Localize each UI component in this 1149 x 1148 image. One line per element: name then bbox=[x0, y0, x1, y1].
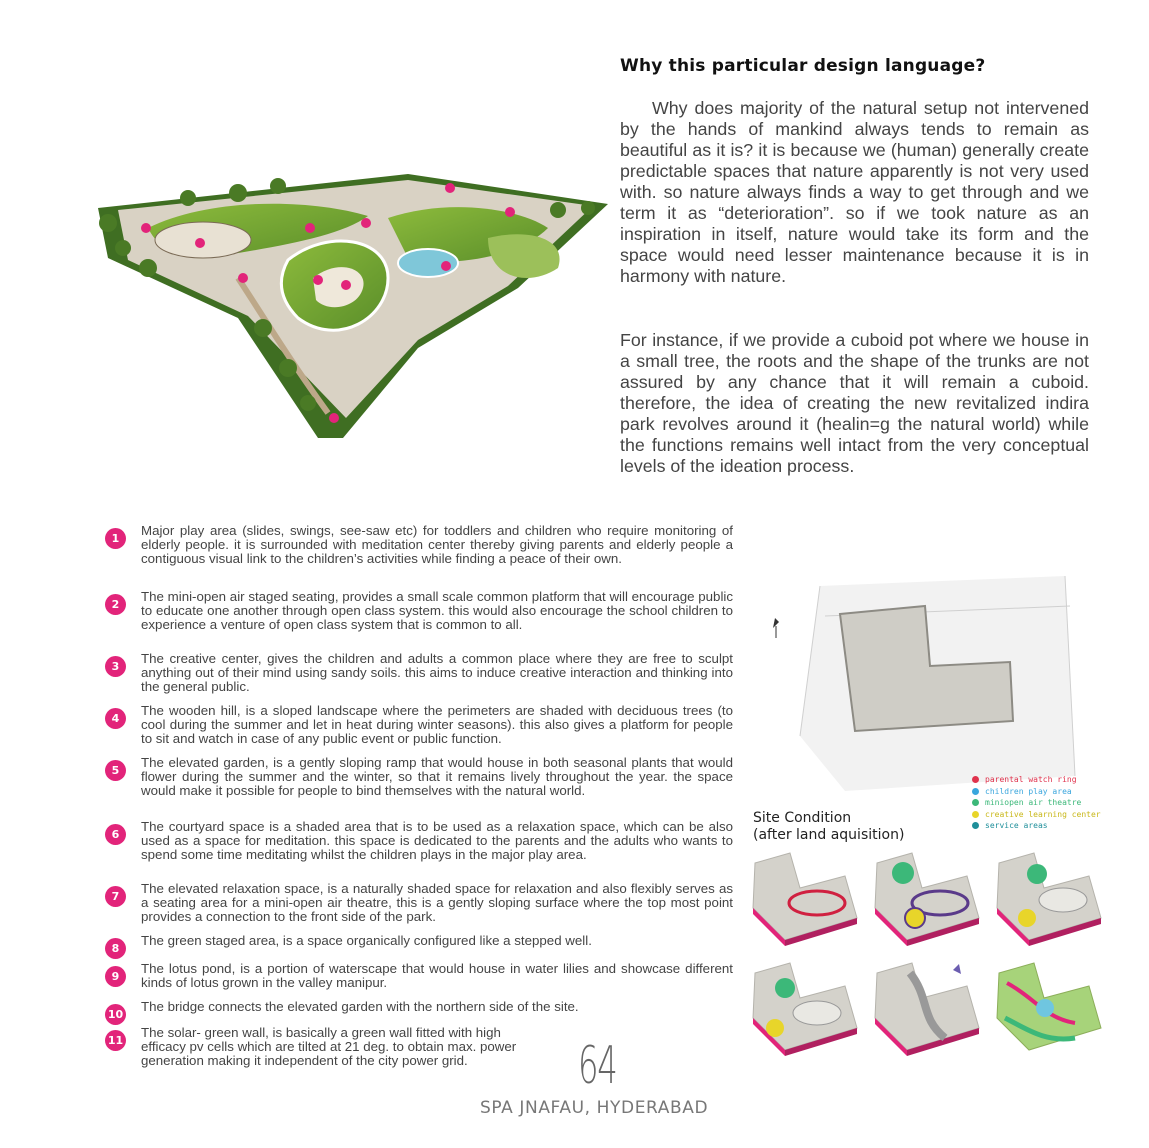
site-condition-title bbox=[753, 810, 904, 844]
list-item-text: The mini-open air staged seating, provides a small scale common platform that will encourage public to educate one another through open class system. this would also encourage the school children to experience a venture of open class system that is common to all. bbox=[141, 589, 733, 632]
number-badge: 6 bbox=[105, 824, 126, 845]
number-badge: 4 bbox=[105, 708, 126, 729]
list-item-text: The lotus pond, is a portion of waterscape that would house in water lilies and showcase different kinds of lotus grown in the valley manipur. bbox=[141, 961, 733, 990]
key-swatch bbox=[972, 811, 979, 818]
list-item-text: The creative center, gives the children and adults a common place where they are free to sculpt anything out of their mind using sandy soils. this aims to induce creative interaction and thinking into the general public. bbox=[141, 651, 733, 694]
number-badge: 7 bbox=[105, 886, 126, 907]
number-badge: 1 bbox=[105, 528, 126, 549]
number-badge: 10 bbox=[105, 1004, 126, 1025]
key-label: parental watch ring bbox=[985, 775, 1077, 784]
number-badge: 5 bbox=[105, 760, 126, 781]
list-item-text: The elevated garden, is a gently sloping ramp that would house in both seasonal plants that would flower during the summer and the winter, so that it remains lively throughout the year. the space would make it possible for people to bind themselves with the natural world. bbox=[141, 755, 733, 798]
number-badge: 8 bbox=[105, 938, 126, 959]
list-item-text: The courtyard space is a shaded area that is to be used as a relaxation space, which can be also used as a space for meditation. this space is dedicated to the parents and the adults who wants to spend some time meditating whilst the children plays in the major play area. bbox=[141, 819, 733, 862]
list-item-text: The wooden hill, is a sloped landscape where the perimeters are shaded with deciduous trees (to cool during the summer and let in heat during winter seasons). this also gives a platform for people to sit and watch in case of any public event or public function. bbox=[141, 703, 733, 746]
key-swatch bbox=[972, 799, 979, 806]
concept-diagram-5 bbox=[875, 963, 979, 1056]
key-item bbox=[972, 786, 1101, 798]
key-item bbox=[972, 797, 1101, 809]
concept-diagrams bbox=[745, 848, 1125, 1060]
example-paragraph: For instance, if we provide a cuboid pot where we house in a small tree, the roots and the shape of the trunks are not assured by any chance that it will remain a cuboid. therefore, the idea of creating the new revitalized indira park revolves around it (healin=g the natural world) while the functions remains well intact from the very conceptual levels of the ideation process. bbox=[620, 330, 1089, 476]
list-item-text: The bridge connects the elevated garden with the northern side of the site. bbox=[141, 999, 579, 1014]
concept-diagram-3 bbox=[997, 853, 1101, 946]
concept-diagram-4 bbox=[753, 963, 857, 1056]
section-heading: Why this particular design language? bbox=[620, 56, 986, 76]
key-swatch bbox=[972, 776, 979, 783]
number-badge: 3 bbox=[105, 656, 126, 677]
concept-diagram-2 bbox=[875, 853, 979, 946]
park-aerial-render bbox=[88, 168, 613, 443]
key-item bbox=[972, 820, 1101, 832]
intro-paragraph: Why does majority of the natural setup not intervened by the hands of mankind always tends to remain as beautiful as it is? it is because we (human) generally create predictable spaces that nature apparently is not very used with. so nature always finds a way to get through and we term it as “deterioration”. so if we took nature as an inspiration in itself, nature would take its form and the space would need lesser maintenance because it is in harmony with nature. bbox=[620, 98, 1089, 286]
list-item-text: The elevated relaxation space, is a naturally shaded space for relaxation and also flexibly serves as a seating area for a mini-open air theatre, this is a gently sloping surface where the top most point provides a connection to the front side of the park. bbox=[141, 881, 733, 924]
list-item-text: The green staged area, is a space organically configured like a stepped well. bbox=[141, 933, 592, 948]
key-label: children play area bbox=[985, 786, 1072, 796]
key-swatch bbox=[972, 822, 979, 829]
key-item bbox=[972, 809, 1101, 821]
page-number: 64 bbox=[578, 1036, 617, 1096]
diagram-key bbox=[972, 774, 1101, 832]
concept-diagram-1 bbox=[753, 853, 857, 946]
number-badge: 9 bbox=[105, 966, 126, 987]
site-condition-title-line1: Site Condition bbox=[753, 810, 852, 826]
number-badge: 11 bbox=[105, 1030, 126, 1051]
concept-diagram-6 bbox=[997, 963, 1101, 1050]
footer-institution: SPA JNAFAU, HYDERABAD bbox=[480, 1098, 709, 1118]
site-condition-plan bbox=[765, 576, 1095, 801]
key-swatch bbox=[972, 788, 979, 795]
number-badge: 2 bbox=[105, 594, 126, 615]
list-item-text: The solar- green wall, is basically a green wall fitted with high efficacy pv cells which are tilted at 21 deg. to obtain max. power generation making it independent of the city power grid. bbox=[141, 1025, 517, 1068]
site-condition-title-line2: (after land aquisition) bbox=[753, 827, 905, 843]
key-item bbox=[972, 774, 1101, 786]
list-item-text: Major play area (slides, swings, see-saw etc) for toddlers and children who require monitoring of elderly people. it is surrounded with meditation center thereby giving parents and elderly people a contiguous visual link to the children’s activities while finding a peace of their own. bbox=[141, 523, 733, 566]
key-label: creative learning center bbox=[985, 809, 1101, 819]
key-label: service areas bbox=[985, 821, 1048, 830]
key-label: miniopen air theatre bbox=[985, 798, 1082, 807]
